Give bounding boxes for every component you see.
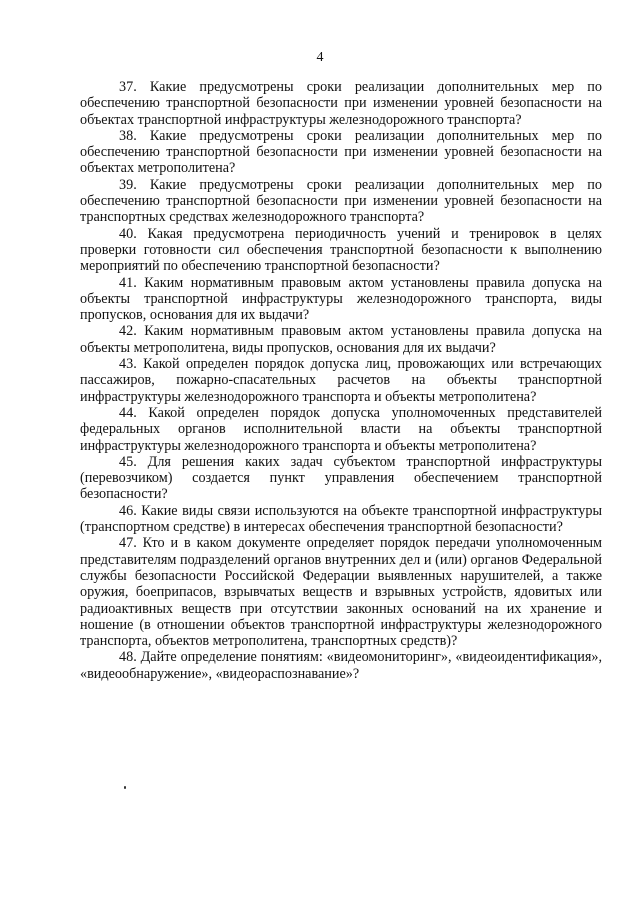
question-47: 47. Кто и в каком документе определяет порядок передачи уполномоченным представителям подразделений органов внутренних дел и (или) органов Федеральной службы безопасности Российской Федерации выявленных нарушителей, а также оружия, боеприпасов, взрывчатых веществ и взрывных устройств, ядовитых или радиоактивных веществ при отсутствии законных оснований на их хранение и ношение (в отношении объектов транспортной инфраструктуры железнодорожного транспорта, объектов метрополитена, транспортных средств)?: [80, 535, 602, 650]
page-number: 4: [316, 50, 324, 65]
question-list: [80, 79, 602, 682]
question-38: 38. Какие предусмотрены сроки реализации дополнительных мер по обеспечению транспортной безопасности при изменении уровней безопасности на объектах метрополитена?: [80, 127, 602, 177]
question-45: 45. Для решения каких задач субъектом транспортной инфраструктуры (перевозчиком) создается пункт управления обеспечением транспортной безопасности?: [80, 453, 602, 503]
scan-speck: [124, 786, 126, 789]
question-39: 39. Какие предусмотрены сроки реализации дополнительных мер по обеспечению транспортной безопасности при изменении уровней безопасности на транспортных средствах железнодорожного транспорта?: [80, 176, 602, 226]
question-48: 48. Дайте определение понятиям: «видеомониторинг», «видеоидентификация», «видеообнаружение», «видеораспознавание»?: [80, 649, 602, 682]
question-44: 44. Какой определен порядок допуска уполномоченных представителей федеральных органов исполнительной власти на объекты транспортной инфраструктуры железнодорожного транспорта и объекты метрополитена?: [80, 404, 602, 454]
question-41: 41. Каким нормативным правовым актом установлены правила допуска на объекты транспортной инфраструктуры железнодорожного транспорта, виды пропусков, основания для их выдачи?: [80, 274, 602, 324]
question-37: 37. Какие предусмотрены сроки реализации дополнительных мер по обеспечению транспортной безопасности при изменении уровней безопасности на объектах транспортной инфраструктуры железнодорожного транспорта?: [80, 79, 602, 128]
question-40: 40. Какая предусмотрена периодичность учений и тренировок в целях проверки готовности сил обеспечения транспортной безопасности к выполнению мероприятий по обеспечению транспортной безопасности?: [80, 225, 602, 275]
question-46: 46. Какие виды связи используются на объекте транспортной инфраструктуры (транспортном средстве) в интересах обеспечения транспортной безопасности?: [80, 502, 602, 536]
question-43: 43. Какой определен порядок допуска лиц, провожающих или встречающих пассажиров, пожарно-спасательных расчетов на объекты транспортной инфраструктуры железнодорожного транспорта и объекты метрополитена?: [80, 356, 602, 405]
question-42: 42. Каким нормативным правовым актом установлены правила допуска на объекты метрополитена, виды пропусков, основания для их выдачи?: [80, 323, 602, 356]
